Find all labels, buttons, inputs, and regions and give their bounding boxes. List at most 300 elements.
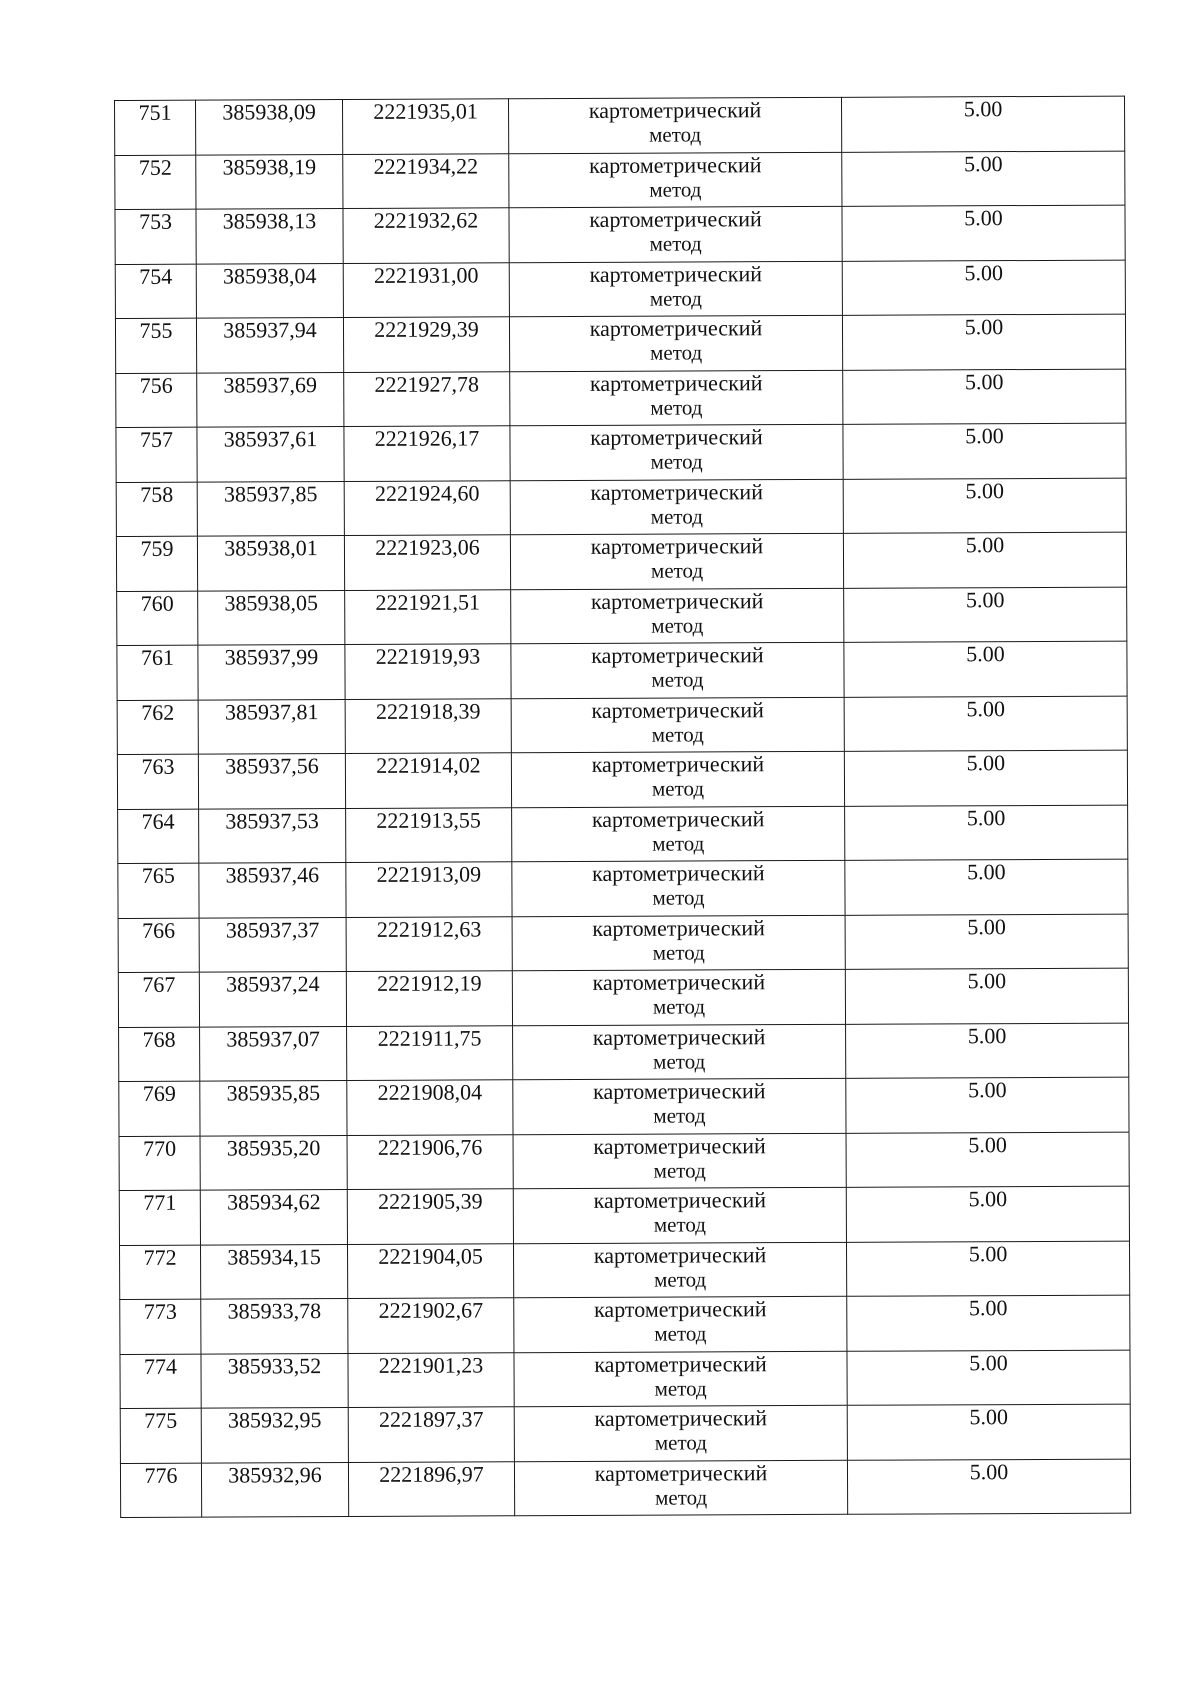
point-number-cell [120,1463,201,1518]
accuracy-value: 5.00 [967,913,1006,939]
y-coordinate: 2221931,00 [373,261,479,288]
point-number: 767 [142,971,176,997]
accuracy-cell [843,423,1126,479]
accuracy-value: 5.00 [965,586,1005,612]
y-coordinate: 2221911,75 [377,1024,482,1051]
table-row [117,587,1127,646]
x-coordinate-cell [196,209,343,264]
table-row [120,1350,1130,1409]
point-number-cell [120,1299,201,1354]
accuracy-value: 5.00 [967,968,1007,994]
accuracy-value: 5.00 [969,1404,1009,1430]
accuracy-cell [845,968,1128,1024]
method-line-2: метод [651,667,704,692]
method-cell [514,1351,847,1407]
point-number: 776 [144,1462,178,1488]
point-number: 768 [142,1026,176,1052]
method-line-1: картометрический [589,206,762,232]
accuracy-cell [844,696,1127,752]
method-line-1: картометрический [590,587,764,614]
accuracy-cell [846,1077,1129,1133]
y-coordinate: 2221924,60 [374,479,480,506]
y-coordinate: 2221918,39 [375,697,481,724]
point-number: 771 [143,1189,177,1215]
x-coordinate-cell [200,1080,347,1135]
table-row [120,1404,1130,1463]
method-line-2: метод [652,994,706,1019]
accuracy-cell [846,1023,1129,1079]
x-coordinate-cell [198,644,345,699]
x-coordinate-cell [198,699,345,754]
accuracy-cell [845,859,1128,915]
y-coordinate-cell [344,371,510,426]
accuracy-value: 5.00 [966,695,1005,721]
x-coordinate-cell [197,372,344,427]
x-coordinate-cell [196,100,343,155]
table-row [115,151,1125,210]
accuracy-value: 5.00 [967,1022,1007,1048]
point-number: 756 [139,372,173,398]
accuracy-value: 5.00 [965,477,1005,503]
method-line-1: картометрический [591,805,765,832]
point-number-cell [115,264,196,319]
y-coordinate-cell [348,1461,514,1516]
point-number-cell [116,482,197,537]
method-line-2: метод [649,231,702,256]
table-row [119,1241,1129,1300]
x-coordinate: 385938,13 [222,208,317,234]
method-line-1: картометрический [594,1459,768,1486]
accuracy-value: 5.00 [967,859,1006,885]
method-cell [513,1024,846,1080]
method-line-2: метод [650,340,703,365]
point-number-cell [116,427,197,482]
method-line-1: картометрический [588,97,762,123]
x-coordinate: 385937,37 [225,916,320,943]
method-cell [511,642,844,698]
table-row [115,96,1125,155]
point-number-cell [115,209,196,264]
x-coordinate: 385937,69 [223,371,318,398]
method-line-2: метод [653,1212,707,1237]
x-coordinate: 385933,52 [227,1352,322,1379]
point-number-cell [117,645,198,700]
y-coordinate: 2221913,55 [376,806,481,833]
x-coordinate-cell [201,1298,348,1353]
table-row [119,1132,1129,1191]
x-coordinate-cell [201,1353,348,1408]
method-cell [508,97,841,153]
point-number: 758 [140,481,174,507]
x-coordinate: 385937,81 [224,698,319,725]
y-coordinate-cell [346,807,512,862]
y-coordinate: 2221914,02 [376,752,481,778]
y-coordinate: 2221912,19 [377,970,482,996]
accuracy-value: 5.00 [966,641,1005,667]
x-coordinate: 385938,09 [222,99,316,125]
point-number-cell [120,1408,201,1463]
method-line-1: картометрический [590,533,764,559]
method-cell [514,1405,847,1461]
x-coordinate-cell [199,862,346,917]
x-coordinate-cell [198,590,345,645]
point-number-cell [117,700,198,755]
accuracy-value: 5.00 [966,750,1006,776]
y-coordinate-cell [344,480,510,535]
point-number: 759 [140,535,174,561]
y-coordinate-cell [343,208,509,263]
accuracy-value: 5.00 [968,1240,1008,1266]
method-line-1: картометрический [592,914,765,941]
table-row [117,641,1127,700]
y-coordinate-cell [347,1080,513,1135]
x-coordinate-cell [196,154,343,209]
x-coordinate: 385934,15 [227,1243,321,1270]
y-coordinate: 2221905,39 [378,1188,483,1214]
method-cell [509,261,842,317]
method-line-1: картометрический [589,369,763,396]
y-coordinate-cell [347,1025,513,1080]
accuracy-value: 5.00 [964,314,1004,340]
accuracy-cell [844,641,1127,697]
method-line-1: картометрический [589,260,763,287]
point-number: 763 [141,753,175,779]
point-number: 774 [143,1353,178,1379]
point-number: 760 [140,590,174,616]
method-line-1: картометрический [589,315,763,341]
method-line-1: картометрический [588,151,762,178]
accuracy-cell [845,805,1128,861]
table-row [120,1295,1130,1354]
method-cell [514,1296,847,1352]
coordinates-table [114,96,1131,1518]
y-coordinate: 2221896,97 [379,1460,484,1487]
method-cell [510,533,843,589]
method-cell [512,806,845,862]
accuracy-cell [842,205,1125,261]
x-coordinate-cell [200,1244,347,1299]
y-coordinate: 2221901,23 [378,1351,484,1378]
accuracy-cell [844,587,1127,643]
point-number-cell [119,1245,200,1300]
y-coordinate: 2221913,09 [376,861,482,887]
point-number: 752 [138,154,172,180]
table-row [117,750,1127,809]
method-line-2: метод [651,613,704,638]
y-coordinate-cell [343,262,509,317]
method-cell [514,1460,847,1516]
method-line-2: метод [650,395,703,420]
method-line-1: картометрический [592,1023,766,1050]
method-cell [513,1078,846,1134]
accuracy-value: 5.00 [965,532,1005,558]
accuracy-cell [843,532,1126,588]
accuracy-value: 5.00 [964,368,1004,394]
point-number: 770 [143,1135,177,1161]
x-coordinate-cell [201,1462,348,1517]
point-number-cell [116,373,197,428]
x-coordinate: 385937,99 [224,644,319,670]
method-cell [510,424,843,480]
y-coordinate-cell [346,862,512,917]
method-cell [511,588,844,644]
x-coordinate-cell [197,426,344,481]
accuracy-cell [847,1404,1130,1460]
accuracy-cell [842,260,1125,316]
method-line-2: метод [654,1267,707,1292]
method-line-2: метод [649,286,702,311]
accuracy-cell [847,1295,1130,1351]
table-row [118,805,1128,864]
x-coordinate: 385938,05 [224,589,318,616]
accuracy-cell [846,1186,1129,1242]
method-line-1: картометрический [591,696,764,723]
point-number: 769 [142,1080,176,1106]
accuracy-cell [844,750,1127,806]
y-coordinate-cell [343,99,509,154]
accuracy-value: 5.00 [969,1458,1009,1484]
y-coordinate: 2221923,06 [375,534,480,560]
accuracy-value: 5.00 [964,259,1004,285]
y-coordinate: 2221927,78 [374,370,480,397]
y-coordinate: 2221908,04 [377,1079,483,1105]
x-coordinate: 385937,53 [225,807,319,834]
y-coordinate-cell [348,1352,514,1407]
coordinates-table-body [115,96,1131,1517]
method-line-2: метод [653,1158,706,1183]
x-coordinate: 385937,56 [225,753,319,779]
x-coordinate-cell [200,1135,347,1190]
method-cell [511,751,844,807]
table-row [115,260,1125,319]
x-coordinate-cell [200,1026,347,1081]
method-line-1: картометрический [594,1350,767,1377]
accuracy-cell [846,1132,1129,1188]
x-coordinate-cell [199,971,346,1026]
y-coordinate-cell [343,317,509,372]
y-coordinate-cell [346,916,512,971]
y-coordinate: 2221926,17 [374,425,480,451]
point-number: 761 [140,644,174,670]
accuracy-value: 5.00 [963,96,1003,122]
x-coordinate: 385937,85 [223,480,318,507]
x-coordinate: 385932,95 [227,1407,322,1433]
point-number-cell [117,754,198,809]
y-coordinate-cell [345,589,511,644]
method-line-2: метод [653,1049,706,1074]
x-coordinate-cell [197,481,344,536]
method-cell [512,969,845,1025]
point-number-cell [115,318,196,373]
y-coordinate: 2221934,22 [373,152,479,179]
x-coordinate: 385938,19 [222,153,317,180]
method-line-2: метод [654,1376,707,1401]
y-coordinate-cell [344,535,510,590]
x-coordinate-cell [199,808,346,863]
method-line-1: картометрический [590,424,763,450]
y-coordinate-cell [348,1407,514,1462]
x-coordinate: 385938,04 [222,262,317,289]
method-line-1: картометрический [591,751,765,777]
y-coordinate: 2221912,63 [376,915,482,942]
method-cell [509,315,842,371]
y-coordinate-cell [344,426,510,481]
point-number-cell [115,155,196,210]
x-coordinate-cell [201,1407,348,1462]
method-cell [513,1133,846,1189]
accuracy-cell [847,1459,1130,1515]
accuracy-value: 5.00 [968,1295,1008,1321]
method-line-2: метод [650,558,704,583]
method-cell [512,860,845,916]
table-row [116,369,1126,428]
y-coordinate-cell [343,153,509,208]
y-coordinate: 2221897,37 [378,1406,484,1432]
point-number-cell [120,1354,201,1409]
point-number-cell [119,1190,200,1245]
accuracy-cell [843,369,1126,425]
accuracy-value: 5.00 [968,1131,1007,1157]
method-line-1: картометрический [591,642,764,668]
accuracy-value: 5.00 [964,205,1003,231]
accuracy-value: 5.00 [969,1349,1008,1375]
point-number: 762 [141,699,175,725]
y-coordinate: 2221921,51 [375,588,480,615]
method-cell [513,1242,846,1298]
y-coordinate: 2221932,62 [373,207,479,233]
x-coordinate-cell [196,318,343,373]
point-number-cell [118,972,199,1027]
method-cell [510,479,843,535]
x-coordinate: 385937,61 [223,426,318,452]
accuracy-cell [842,151,1125,207]
point-number-cell [118,918,199,973]
method-line-1: картометрический [594,1405,768,1431]
table-row [118,968,1128,1027]
point-number-cell [115,100,196,155]
table-row [119,1023,1129,1082]
accuracy-value: 5.00 [968,1186,1008,1212]
method-line-2: метод [653,1103,706,1128]
x-coordinate-cell [198,753,345,808]
table-row [116,478,1126,537]
x-coordinate: 385937,46 [225,862,320,888]
method-line-1: картометрический [593,1296,767,1322]
method-line-2: метод [655,1485,708,1510]
point-number: 766 [142,917,176,943]
y-coordinate-cell [346,971,512,1026]
y-coordinate: 2221919,93 [375,643,481,669]
table-row [117,696,1127,755]
method-line-1: картометрический [590,478,764,505]
table-row [115,314,1125,373]
x-coordinate-cell [197,535,344,590]
y-coordinate-cell [345,644,511,699]
method-line-2: метод [650,449,703,474]
table-row [116,423,1126,482]
point-number-cell [119,1136,200,1191]
point-number: 773 [143,1298,177,1324]
x-coordinate: 385937,07 [226,1025,320,1052]
y-coordinate: 2221929,39 [374,316,479,342]
y-coordinate: 2221935,01 [373,98,478,124]
accuracy-cell [847,1350,1130,1406]
method-cell [511,697,844,753]
y-coordinate: 2221906,76 [377,1133,483,1160]
accuracy-value: 5.00 [968,1077,1007,1103]
point-number: 775 [144,1407,178,1433]
point-number: 764 [141,808,175,834]
x-coordinate-cell [196,263,343,318]
x-coordinate-cell [200,1189,347,1244]
x-coordinate: 385933,78 [227,1298,322,1324]
table-row [120,1459,1130,1518]
point-number-cell [118,809,199,864]
method-line-1: картометрический [593,1132,766,1159]
y-coordinate-cell [347,1243,513,1298]
method-line-2: метод [650,504,703,529]
point-number: 765 [141,862,175,888]
table-row [119,1186,1129,1245]
point-number: 754 [139,263,173,289]
method-cell [509,206,842,262]
method-line-1: картометрический [592,969,766,995]
point-number-cell [118,863,199,918]
table-row [116,532,1126,591]
x-coordinate: 385937,94 [223,317,317,343]
accuracy-value: 5.00 [965,423,1004,449]
method-line-2: метод [651,722,704,747]
accuracy-value: 5.00 [963,150,1003,176]
method-line-2: метод [651,776,705,801]
x-coordinate: 385932,96 [228,1461,322,1488]
point-number-cell [116,536,197,591]
method-line-2: метод [652,885,705,910]
method-line-2: метод [652,940,705,965]
x-coordinate: 385938,01 [224,535,318,561]
accuracy-cell [846,1241,1129,1297]
method-line-2: метод [652,831,705,856]
method-cell [510,370,843,426]
point-number-cell [119,1081,200,1136]
table-row [118,914,1128,973]
table-row [118,859,1128,918]
point-number: 753 [138,208,173,234]
method-line-2: метод [649,177,702,202]
y-coordinate-cell [347,1189,513,1244]
point-number: 772 [143,1244,177,1270]
x-coordinate: 385937,24 [226,971,320,997]
x-coordinate: 385935,20 [226,1134,321,1161]
method-line-2: метод [649,122,702,147]
method-line-1: картометрический [593,1078,766,1104]
accuracy-cell [845,914,1128,970]
point-number-cell [119,1027,200,1082]
method-line-1: картометрический [592,860,765,886]
method-cell [512,915,845,971]
y-coordinate-cell [347,1134,513,1189]
method-line-2: метод [654,1321,707,1346]
point-number-cell [117,591,198,646]
table-row [115,205,1125,264]
y-coordinate: 2221902,67 [378,1297,484,1323]
point-number: 755 [139,317,173,343]
method-cell [513,1187,846,1243]
x-coordinate-cell [199,917,346,972]
x-coordinate: 385935,85 [226,1080,321,1106]
y-coordinate-cell [348,1298,514,1353]
y-coordinate: 2221904,05 [378,1242,483,1269]
